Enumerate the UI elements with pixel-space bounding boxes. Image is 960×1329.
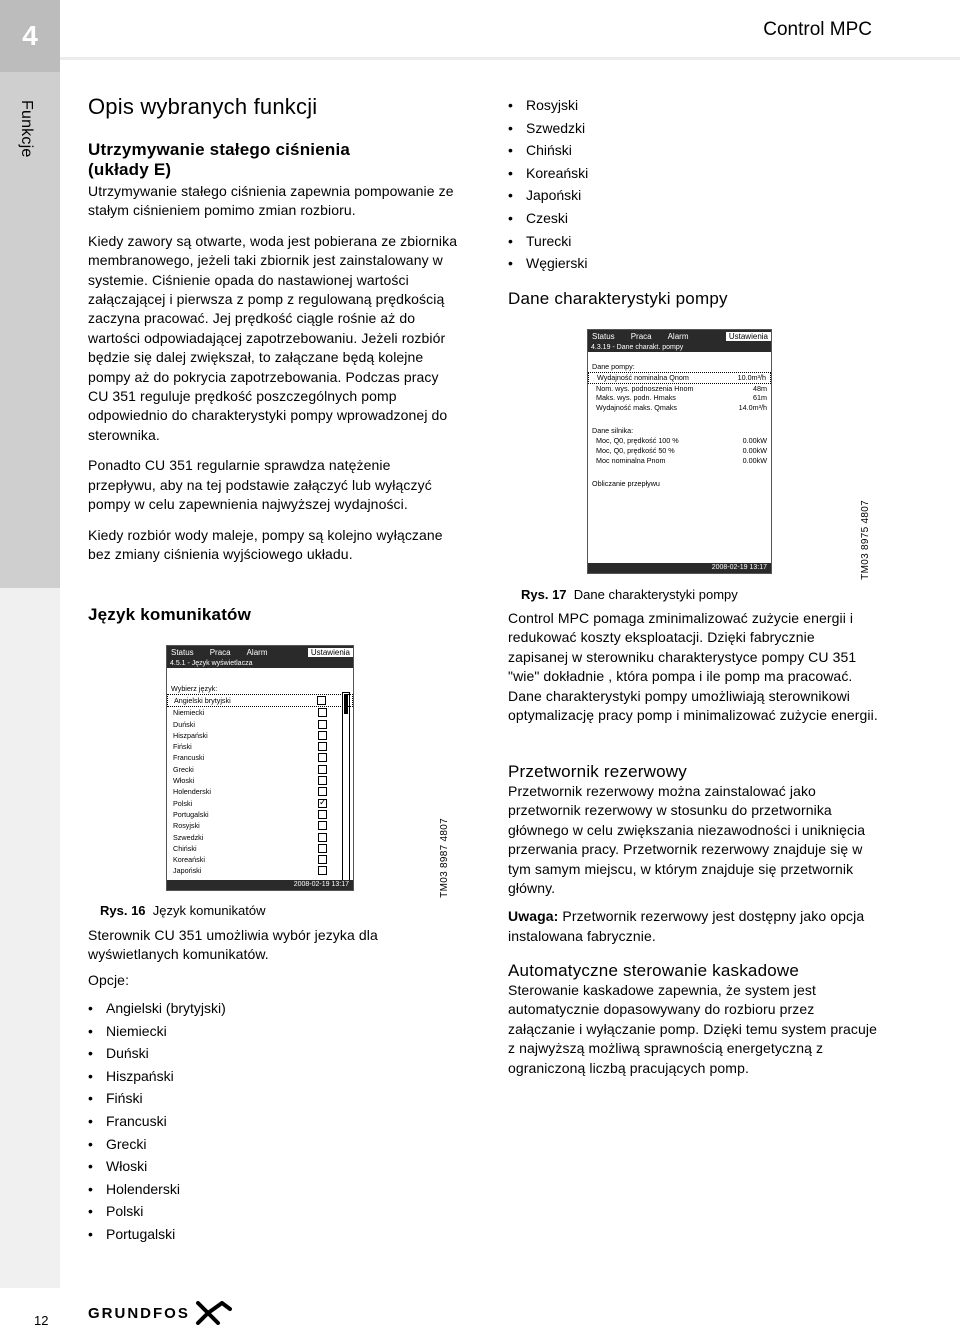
option-item: • Węgierski bbox=[508, 252, 588, 275]
figure-label: Rys. 16 bbox=[100, 903, 146, 918]
option-item: • Włoski bbox=[88, 1155, 226, 1178]
section-heading: Automatyczne sterowanie kaskadowe bbox=[508, 961, 800, 980]
language-checkbox[interactable] bbox=[318, 810, 327, 819]
menu-alarm: Alarm bbox=[667, 332, 689, 341]
language-row[interactable] bbox=[167, 832, 353, 843]
paragraph: Control MPC pomaga zminimalizować zużycie energii i redukować koszty eksploatacji. Dzięki fabrycznie zapisanej w sterowniku charakterystyce pompy CU 351 "wie" dokładnie , która pompa i ile pomp ma pracować. Dane charakterystyki pompy umożliwiają sterownikowi optymalizację pracy pomp i minimalizować zużycie energii. bbox=[508, 610, 878, 724]
paragraph: Utrzymywanie stałego ciśnienia zapewnia pompowanie ze stałym ciśnieniem pomimo zmian rozbioru. bbox=[88, 183, 454, 219]
row-label: Maks. wys. podn. Hmaks bbox=[596, 393, 676, 403]
options-list bbox=[88, 997, 226, 1246]
language-row[interactable] bbox=[167, 764, 353, 775]
row-value: 48m bbox=[753, 383, 767, 393]
language-row[interactable] bbox=[167, 843, 353, 854]
menu-ustawienia: Ustawienia bbox=[308, 648, 353, 657]
language-checkbox[interactable] bbox=[318, 855, 327, 864]
paragraph: Sterowanie kaskadowe zapewnia, że system jest automatycznie dopasowywany do rozbioru przez załączanie i wyłączanie pomp. Dzięki temu system pracuje z najwyższą możliwą sprawnością energetyczną z ograniczoną liczbą pracujących pomp. bbox=[508, 982, 877, 1076]
flow-label: Obliczanie przepływu bbox=[592, 479, 660, 489]
pump-data-screen bbox=[587, 329, 772, 574]
motor-rows bbox=[588, 436, 771, 465]
language-row[interactable] bbox=[167, 752, 353, 763]
figure-caption bbox=[100, 903, 266, 918]
option-item: • Portugalski bbox=[88, 1223, 226, 1246]
data-row bbox=[588, 384, 771, 394]
side-band bbox=[0, 588, 60, 1288]
option-item: • Hiszpański bbox=[88, 1065, 226, 1088]
language-name: Niemiecki bbox=[173, 708, 205, 718]
page-title: Opis wybranych funkcji bbox=[88, 94, 318, 119]
language-name: Włoski bbox=[173, 776, 195, 786]
page-number: 12 bbox=[34, 1313, 49, 1328]
row-label: Nom. wys. podnoszenia Hnom bbox=[596, 383, 694, 393]
language-name: Koreański bbox=[173, 855, 205, 865]
section-constant-pressure bbox=[88, 140, 458, 564]
option-item: • Czeski bbox=[508, 207, 588, 230]
language-checkbox[interactable] bbox=[318, 742, 327, 751]
language-name: Grecki bbox=[173, 764, 194, 774]
screen-menu bbox=[167, 646, 353, 659]
paragraph: Kiedy zawory są otwarte, woda jest pobierana ze zbiornika membranowego, jeżeli taki zbiornik jest zainstalowany w systemie. Ciśnienie opada do nastawionej wartości załączającej i pierwsza z pomp z regulowaną prędkością zaczyna pracować. Jej prędkość ciągle rośnie aż do wartości odpowiadającej zapotrzebowaniu. Jeżeli rozbiór będzie się dalej zwiększał, to załączane będą kolejne pompy aż do pokrycia zapotrzebowania. Podczas pracy CU 351 reguluje prędkość poszczególnych pomp odpowiednio do charakterystyki pompy wprowadzonej do sterownika. bbox=[88, 232, 458, 443]
options-list-cont bbox=[508, 94, 588, 275]
language-name: Japoński bbox=[173, 866, 202, 876]
language-row[interactable] bbox=[167, 865, 353, 876]
option-item: • Francuski bbox=[88, 1110, 226, 1133]
screen-timestamp: 2008-02-19 13:17 bbox=[167, 880, 353, 890]
language-row[interactable] bbox=[167, 730, 353, 741]
language-checkbox[interactable] bbox=[318, 844, 327, 853]
paragraph: Sterownik CU 351 umożliwia wybór jezyka dla wyświetlanych komunikatów. bbox=[88, 927, 378, 963]
side-tab-label: Funkcje bbox=[18, 100, 35, 158]
motor-label: Dane silnika: bbox=[592, 426, 634, 436]
language-checkbox[interactable] bbox=[318, 731, 327, 740]
option-item: • Polski bbox=[88, 1200, 226, 1223]
chapter-number: 4 bbox=[0, 0, 60, 72]
language-name: Holenderski bbox=[173, 787, 211, 797]
menu-status: Status bbox=[592, 332, 615, 341]
menu-alarm: Alarm bbox=[246, 648, 268, 657]
language-name: Hiszpański bbox=[173, 730, 208, 740]
logo-text: GRUNDFOS bbox=[88, 1304, 190, 1322]
row-value: 14.0m³/h bbox=[738, 402, 767, 412]
screen-label: Wybierz język: bbox=[171, 684, 218, 693]
section-heading-language: Język komunikatów bbox=[88, 605, 252, 624]
figure-id: TM03 8975 4807 bbox=[860, 500, 871, 580]
section-heading: Utrzymywanie stałego ciśnienia (układy E) bbox=[88, 140, 351, 179]
language-name: Duński bbox=[173, 719, 195, 729]
language-checkbox[interactable] bbox=[318, 787, 327, 796]
language-name: Rosyjski bbox=[173, 821, 200, 831]
option-item: • Angielski (brytyjski) bbox=[88, 997, 226, 1020]
menu-praca: Praca bbox=[209, 648, 231, 657]
pump-label: Dane pompy: bbox=[592, 362, 635, 371]
language-list bbox=[167, 694, 353, 877]
paragraph: Opcje: bbox=[88, 971, 130, 988]
option-item: • Grecki bbox=[88, 1133, 226, 1156]
figure-caption-text: Język komunikatów bbox=[152, 903, 266, 918]
language-checkbox[interactable] bbox=[318, 833, 327, 842]
option-item: • Chiński bbox=[508, 139, 588, 162]
scrollbar bbox=[342, 692, 350, 882]
menu-praca: Praca bbox=[630, 332, 652, 341]
data-row bbox=[588, 456, 771, 466]
language-row[interactable] bbox=[167, 809, 353, 820]
section-language-text bbox=[88, 926, 388, 990]
language-name: Fiński bbox=[173, 742, 192, 752]
option-item: • Szwedzki bbox=[508, 117, 588, 140]
language-name: Francuski bbox=[173, 753, 205, 763]
data-row bbox=[588, 393, 771, 403]
paragraph: Kiedy rozbiór wody maleje, pompy są kolejno wyłączane bez zmiany ciśnienia wyjściowego układu. bbox=[88, 526, 443, 562]
row-label: Wydajność nominalna Qnom bbox=[597, 373, 689, 382]
language-row[interactable] bbox=[167, 775, 353, 786]
section-heading: Przetwornik rezerwowy bbox=[508, 762, 687, 781]
language-row[interactable] bbox=[167, 719, 353, 730]
option-item: • Holenderski bbox=[88, 1178, 226, 1201]
data-row bbox=[588, 436, 771, 446]
row-value: 0.00kW bbox=[742, 436, 767, 446]
language-row[interactable] bbox=[167, 798, 353, 809]
language-checkbox[interactable] bbox=[317, 696, 326, 705]
note-text: Przetwornik rezerwowy jest dostępny jako opcja instalowana fabrycznie. bbox=[508, 908, 865, 944]
language-checkbox[interactable] bbox=[318, 799, 327, 808]
language-name: Polski bbox=[173, 798, 193, 808]
option-item: • Koreański bbox=[508, 162, 588, 185]
option-item: • Japoński bbox=[508, 184, 588, 207]
language-checkbox[interactable] bbox=[318, 866, 327, 875]
option-item: • Turecki bbox=[508, 230, 588, 253]
grundfos-logo bbox=[88, 1301, 234, 1325]
section-cascade bbox=[508, 961, 878, 1078]
screen-subtitle: 4.5.1 - Język wyświetlacza bbox=[167, 659, 353, 668]
paragraph: Przetwornik rezerwowy można zainstalować jako przetwornik rezerwowy w stosunku do przetwornika głównego w celu zwiększania niezawodności i uniknięcia przerwania pracy. Przetwornik rezerwowy znajduje się w tym samym miejscu, w którym znajduje się przetwornik główny. bbox=[508, 783, 866, 897]
row-value: 10.0m³/h bbox=[737, 373, 766, 382]
note bbox=[508, 907, 878, 946]
chapter-title: Control MPC bbox=[763, 19, 872, 40]
language-checkbox[interactable] bbox=[318, 708, 327, 717]
figure-caption-text: Dane charakterystyki pompy bbox=[573, 587, 738, 602]
data-row bbox=[588, 403, 771, 413]
data-row bbox=[588, 446, 771, 456]
language-name: Angielski brytyjski bbox=[174, 696, 231, 705]
language-row[interactable] bbox=[167, 820, 353, 831]
row-label: Moc, Q0, prędkość 100 % bbox=[596, 436, 679, 446]
row-value: 0.00kW bbox=[742, 445, 767, 455]
row-value: 0.00kW bbox=[742, 455, 767, 465]
screen-menu bbox=[588, 330, 771, 343]
figure-caption bbox=[521, 587, 738, 602]
language-screen bbox=[166, 645, 354, 891]
section-backup-sensor bbox=[508, 762, 878, 946]
language-checkbox[interactable] bbox=[318, 821, 327, 830]
note-label: Uwaga: bbox=[508, 908, 559, 925]
language-row[interactable] bbox=[167, 707, 353, 718]
option-item: • Duński bbox=[88, 1042, 226, 1065]
menu-ustawienia: Ustawienia bbox=[726, 332, 771, 341]
row-label: Moc, Q0, prędkość 50 % bbox=[596, 445, 675, 455]
language-row[interactable] bbox=[167, 854, 353, 865]
screen-timestamp: 2008-02-19 13:17 bbox=[588, 563, 771, 573]
language-name: Portugalski bbox=[173, 809, 209, 819]
screen-subtitle: 4.3.19 - Dane charakt. pompy bbox=[588, 343, 771, 352]
option-item: • Rosyjski bbox=[508, 94, 588, 117]
row-label: Wydajność maks. Qmaks bbox=[596, 402, 678, 412]
option-item: • Niemiecki bbox=[88, 1020, 226, 1043]
pump-rows bbox=[588, 372, 771, 412]
figure-label: Rys. 17 bbox=[521, 587, 567, 602]
language-checkbox[interactable] bbox=[318, 720, 327, 729]
section-pump-text bbox=[508, 609, 878, 725]
language-checkbox[interactable] bbox=[318, 776, 327, 785]
menu-status: Status bbox=[171, 648, 194, 657]
paragraph: Ponadto CU 351 regularnie sprawdza natężenie przepływu, aby na tej podstawie załączyć lub wyłączyć pompy w celu zapewnienia najwyższej wydajności. bbox=[88, 457, 432, 513]
language-name: Szwedzki bbox=[173, 832, 204, 842]
figure-id: TM03 8987 4807 bbox=[439, 818, 450, 898]
data-row bbox=[588, 372, 771, 384]
language-checkbox[interactable] bbox=[318, 753, 327, 762]
logo-mark-icon bbox=[194, 1301, 234, 1325]
row-label: Moc nominalna Pnom bbox=[596, 455, 666, 465]
section-heading-pump-data: Dane charakterystyki pompy bbox=[508, 289, 728, 308]
language-checkbox[interactable] bbox=[318, 765, 327, 774]
language-row[interactable] bbox=[167, 741, 353, 752]
option-item: • Fiński bbox=[88, 1087, 226, 1110]
row-value: 61m bbox=[753, 393, 767, 403]
language-name: Chiński bbox=[173, 843, 197, 853]
language-row[interactable] bbox=[167, 694, 353, 707]
